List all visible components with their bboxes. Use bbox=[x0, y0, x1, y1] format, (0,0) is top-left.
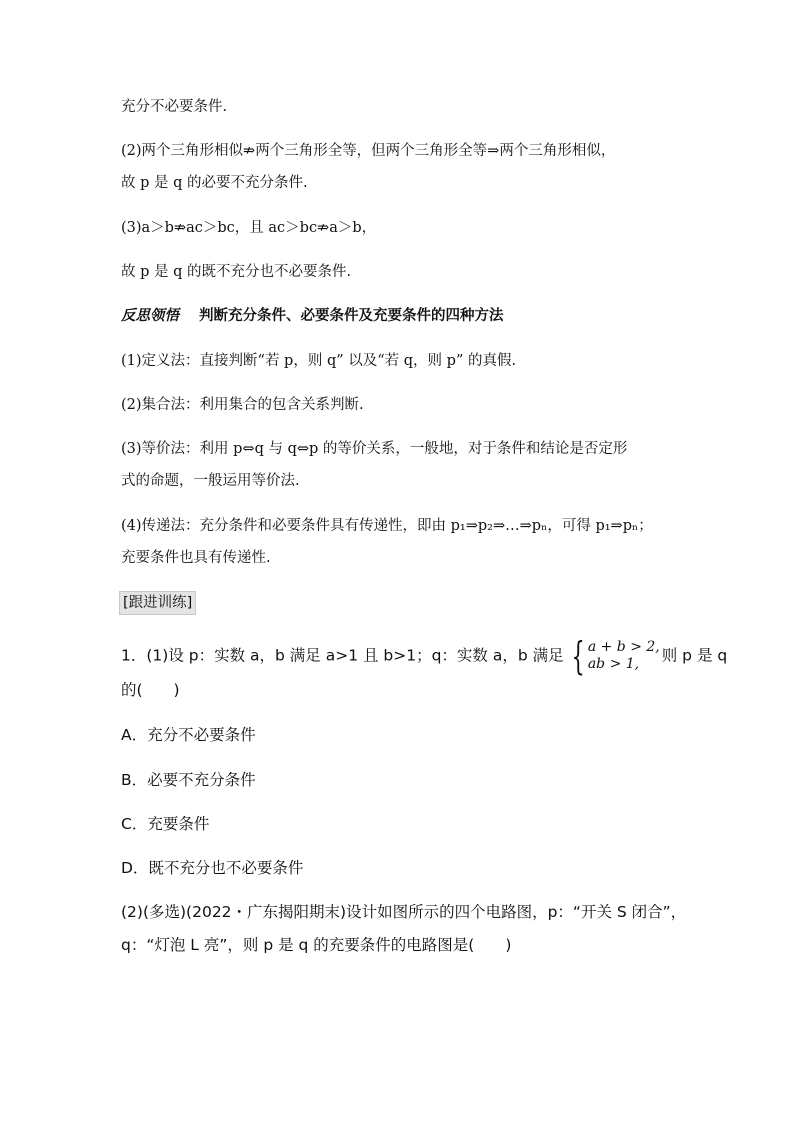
reflection-title: 判断充分条件、必要条件及充要条件的四种方法 bbox=[199, 308, 504, 324]
analysis-line: (2)两个三角形相似⇏两个三角形全等，但两个三角形全等⇒两个三角形相似， bbox=[121, 143, 616, 159]
inequality-system bbox=[566, 634, 660, 678]
option-a[interactable]: A．充分不必要条件 bbox=[121, 726, 256, 744]
analysis-line: 故 p 是 q 的必要不充分条件. bbox=[121, 175, 308, 191]
reflection-item: (2)集合法：利用集合的包含关系判断. bbox=[121, 397, 364, 413]
reflection-tag: 反思领悟 bbox=[121, 308, 179, 324]
question-2-line: q：“灯泡 L 亮”，则 p 是 q 的充要条件的电路图是( ) bbox=[121, 936, 512, 954]
question-1-prefix: 1．(1)设 p：实数 a，b 满足 a>1 且 b>1；q：实数 a，b 满足 bbox=[121, 646, 564, 665]
question-2-line: (2)(多选)(2022・广东揭阳期末)设计如图所示的四个电路图，p：“开关 S 闭合”， bbox=[121, 903, 687, 921]
reflection-item: (4)传递法：充分条件和必要条件具有传递性，即由 p₁⇒p₂⇒…⇒pₙ，可得 p₁⇒pₙ； bbox=[121, 518, 653, 534]
reflection-item: (1)定义法：直接判断“若 p，则 q” 以及“若 q，则 p” 的真假. bbox=[121, 353, 517, 369]
analysis-line: (3)a＞b⇏ac＞bc，且 ac＞bc⇏a＞b， bbox=[121, 220, 377, 236]
reflection-item: 充要条件也具有传递性. bbox=[121, 550, 271, 566]
question-1-stem bbox=[121, 634, 728, 678]
question-1-continuation: 的( ) bbox=[121, 681, 180, 699]
reflection-heading bbox=[121, 306, 504, 326]
question-1-suffix: 则 p 是 q bbox=[661, 646, 728, 665]
system-row: a + b > 2, bbox=[587, 639, 660, 655]
analysis-line: 故 p 是 q 的既不充分也不必要条件. bbox=[121, 264, 352, 280]
reflection-item: 式的命题，一般运用等价法. bbox=[121, 473, 300, 489]
left-brace-icon: { bbox=[571, 634, 585, 678]
option-b[interactable]: B．必要不充分条件 bbox=[121, 771, 256, 789]
analysis-line: 充分不必要条件. bbox=[121, 99, 228, 115]
option-d[interactable]: D．既不充分也不必要条件 bbox=[121, 859, 304, 877]
system-row: ab > 1, bbox=[587, 656, 640, 672]
training-tag: [跟进训练] bbox=[119, 591, 196, 615]
reflection-item: (3)等价法：利用 p⇔q 与 q⇔p 的等价关系，一般地，对于条件和结论是否定形 bbox=[121, 441, 628, 457]
option-c[interactable]: C．充要条件 bbox=[121, 815, 210, 833]
